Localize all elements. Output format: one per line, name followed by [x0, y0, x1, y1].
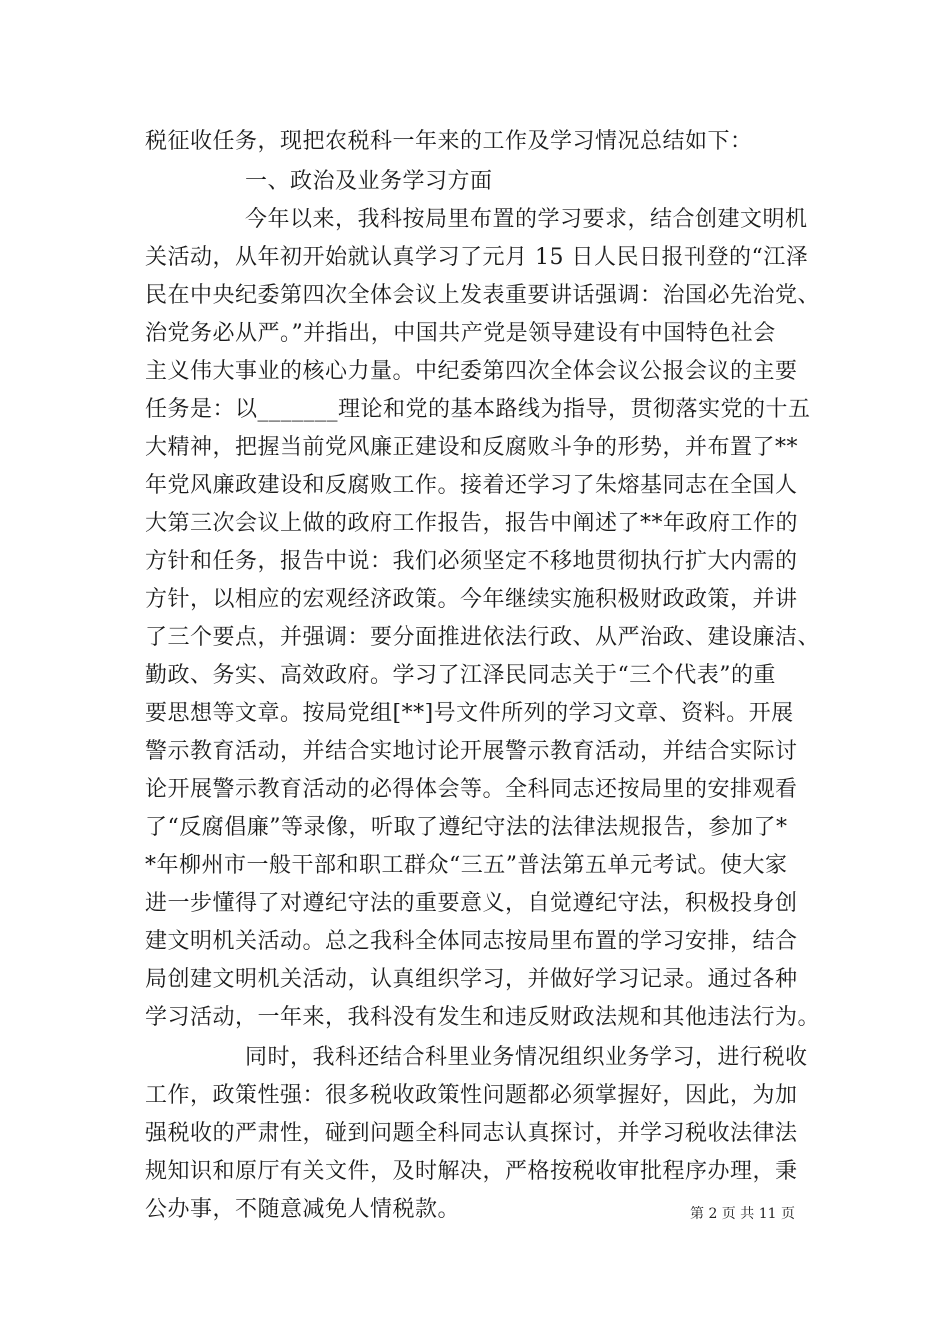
text-line: 方针和任务，报告中说：我们必须坚定不移地贯彻执行扩大内需的	[145, 549, 798, 574]
text-line: 今年以来，我科按局里布置的学习要求，结合创建文明机	[245, 207, 808, 232]
text-line: 大精神，把握当前党风廉正建设和反腐败斗争的形势，并布置了**	[145, 435, 799, 460]
text-line: 学习活动，一年来，我科没有发生和违反财政法规和其他违法行为。	[145, 1005, 821, 1030]
text-line: 论开展警示教育活动的必得体会等。全科同志还按局里的安排观看	[145, 777, 798, 802]
text-line: 局创建文明机关活动，认真组织学习，并做好学习记录。通过各种	[145, 967, 798, 992]
text-line: 警示教育活动，并结合实地讨论开展警示教育活动，并结合实际讨	[145, 739, 798, 764]
text-line: 了“反腐倡廉”等录像，听取了遵纪守法的法律法规报告，参加了*	[145, 815, 788, 840]
text-line: 勤政、务实、高效政府。学习了江泽民同志关于“三个代表”的重	[145, 663, 776, 688]
text-line: 年党风廉政建设和反腐败工作。接着还学习了朱熔基同志在全国人	[145, 473, 798, 498]
text-line: 强税收的严肃性，碰到问题全科同志认真探讨，并学习税收法律法	[145, 1121, 798, 1146]
text-line: 同时，我科还结合科里业务情况组织业务学习，进行税收	[245, 1045, 808, 1070]
text-line: 大第三次会议上做的政府工作报告，报告中阐述了**年政府工作的	[145, 511, 799, 536]
text-line: 方针，以相应的宏观经济政策。今年继续实施积极财政政策，并讲	[145, 587, 798, 612]
text-line: 民在中央纪委第四次全体会议上发表重要讲话强调：治国必先治党、	[145, 283, 821, 308]
text-line: 要思想等文章。按局党组[**]号文件所列的学习文章、资料。开展	[145, 701, 794, 726]
text-line: 税征收任务，现把农税科一年来的工作及学习情况总结如下：	[145, 129, 753, 154]
text-line: 主义伟大事业的核心力量。中纪委第四次全体会议公报会议的主要	[145, 359, 798, 384]
text-line: 进一步懂得了对遵纪守法的重要意义，自觉遵纪守法，积极投身创	[145, 891, 798, 916]
text-line: 工作，政策性强：很多税收政策性问题都必须掌握好，因此，为加	[145, 1083, 798, 1108]
text-line: 了三个要点，并强调：要分面推进依法行政、从严治政、建设廉洁、	[145, 625, 821, 650]
text-line: 建文明机关活动。总之我科全体同志按局里布置的学习安排，结合	[145, 929, 798, 954]
text-line: 关活动，从年初开始就认真学习了元月 15 日人民日报刊登的“江泽	[145, 245, 809, 270]
text-line: *年柳州市一般干部和职工群众“三五”普法第五单元考试。使大家	[145, 853, 788, 878]
text-line: 治党务必从严。”并指出，中国共产党是领导建设有中国特色社会	[145, 321, 776, 346]
text-line: 规知识和原厅有关文件，及时解决，严格按税收审批程序办理，秉	[145, 1159, 798, 1184]
section-heading: 一、政治及业务学习方面	[245, 169, 493, 194]
text-line: 任务是：以_______理论和党的基本路线为指导，贯彻落实党的十五	[145, 397, 811, 422]
page-number: 第 2 页 共 11 页	[690, 1206, 795, 1222]
text-line: 公办事，不随意减免人情税款。	[145, 1197, 461, 1222]
